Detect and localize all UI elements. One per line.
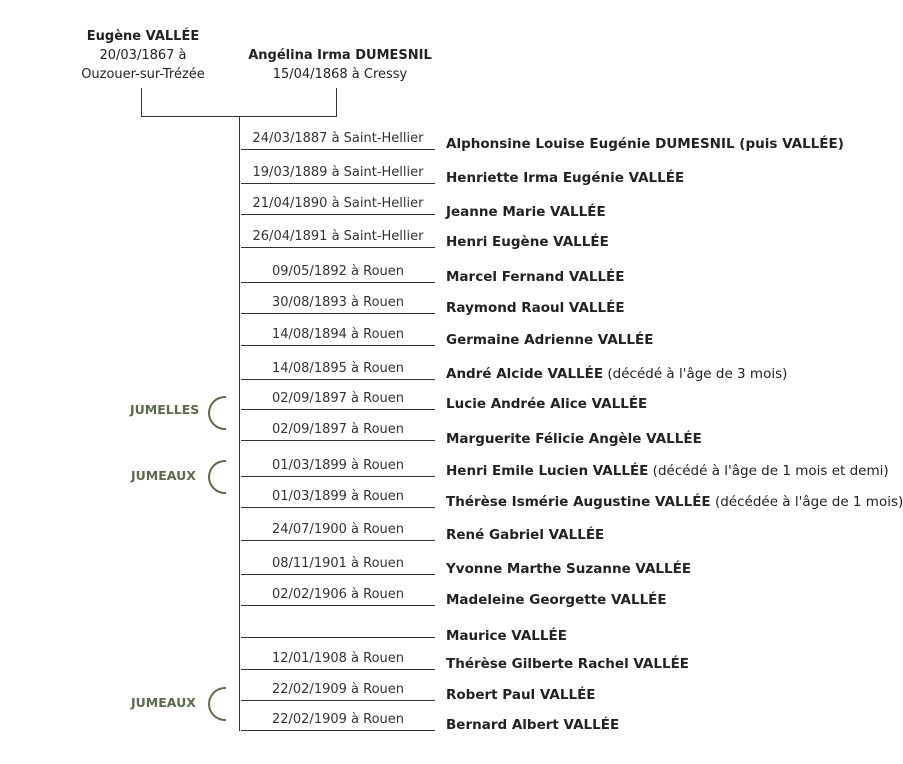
father-block — [60, 27, 226, 84]
mother-birth: 15/04/1868 à Cressy — [272, 67, 408, 82]
child-name — [446, 492, 903, 512]
child-row — [0, 130, 877, 150]
child-name-text: Henriette Irma Eugénie VALLÉE — [446, 170, 685, 186]
child-name — [446, 168, 684, 188]
twins-label-1: JUMELLES — [130, 402, 200, 417]
child-note: (décédé à l'âge de 3 mois) — [603, 366, 788, 382]
child-name-text: René Gabriel VALLÉE — [446, 527, 605, 543]
twins-label-3: JUMEAUX — [131, 695, 196, 710]
child-birth: 30/08/1893 à Rouen — [241, 294, 435, 314]
child-birth: 24/07/1900 à Rouen — [241, 521, 435, 541]
child-row — [0, 586, 877, 606]
child-name — [446, 626, 567, 646]
child-name — [446, 590, 667, 610]
child-name — [446, 715, 619, 735]
child-name — [446, 654, 689, 674]
child-row — [0, 457, 889, 479]
child-birth: 02/09/1897 à Rouen — [241, 390, 435, 410]
child-note: (décédé à l'âge de 1 mois et demi) — [648, 463, 889, 479]
child-birth: 19/03/1889 à Saint-Hellier — [241, 164, 435, 184]
child-birth: 02/09/1897 à Rouen — [241, 421, 435, 441]
child-name — [446, 232, 609, 252]
child-row — [0, 711, 877, 731]
child-name-text: Germaine Adrienne VALLÉE — [446, 332, 654, 348]
child-name-text: Henri Emile Lucien VALLÉE — [446, 463, 649, 479]
child-name-text: Marguerite Félicie Angèle VALLÉE — [446, 431, 702, 447]
twins-label-2: JUMEAUX — [131, 468, 196, 483]
child-name-text: Thérèse Ismérie Augustine VALLÉE — [446, 494, 711, 510]
child-birth: 01/03/1899 à Rouen — [241, 488, 435, 508]
child-row — [0, 263, 877, 283]
father-birth-place: Ouzouer-sur-Trézée — [81, 67, 205, 82]
child-name — [446, 202, 606, 222]
child-birth: 12/01/1908 à Rouen — [241, 650, 435, 670]
child-row — [0, 618, 877, 644]
child-name — [446, 559, 691, 579]
child-name-text: Jeanne Marie VALLÉE — [446, 204, 606, 220]
child-name — [446, 364, 787, 384]
child-name-text: Lucie Andrée Alice VALLÉE — [446, 396, 648, 412]
child-birth: 08/11/1901 à Rouen — [241, 555, 435, 575]
child-name-text: Henri Eugène VALLÉE — [446, 234, 609, 250]
child-row — [0, 390, 877, 410]
child-name — [446, 267, 625, 287]
child-name — [446, 685, 596, 705]
child-name-text: Thérèse Gilberte Rachel VALLÉE — [446, 656, 690, 672]
child-row — [0, 164, 877, 184]
child-row — [0, 326, 877, 346]
child-row — [0, 360, 877, 380]
child-birth: 02/02/1906 à Rouen — [241, 586, 435, 606]
parents-connector — [141, 88, 337, 117]
child-birth: 21/04/1890 à Saint-Hellier — [241, 195, 435, 215]
child-birth: 22/02/1909 à Rouen — [241, 711, 435, 731]
child-row — [0, 650, 877, 670]
child-row — [0, 228, 877, 248]
child-name-text: Yvonne Marthe Suzanne VALLÉE — [446, 561, 692, 577]
child-name-text: André Alcide VALLÉE — [446, 366, 604, 382]
child-birth: 24/03/1887 à Saint-Hellier — [241, 130, 435, 150]
child-name-text: Madeleine Georgette VALLÉE — [446, 592, 667, 608]
child-name — [446, 394, 647, 414]
child-name-text: Marcel Fernand VALLÉE — [446, 269, 625, 285]
child-birth: 14/08/1895 à Rouen — [241, 360, 435, 380]
child-name-text: Maurice VALLÉE — [446, 628, 567, 644]
child-name — [446, 461, 889, 481]
child-row — [0, 521, 877, 541]
child-birth: 22/02/1909 à Rouen — [241, 681, 435, 701]
child-row — [0, 488, 903, 510]
child-row — [0, 195, 877, 220]
child-row — [0, 681, 877, 701]
child-name — [446, 330, 653, 350]
child-birth: 14/08/1894 à Rouen — [241, 326, 435, 346]
child-birth: 09/05/1892 à Rouen — [241, 263, 435, 283]
child-name-text: Raymond Raoul VALLÉE — [446, 300, 625, 316]
child-name-text: Robert Paul VALLÉE — [446, 687, 596, 703]
child-name — [446, 525, 604, 545]
child-birth: 26/04/1891 à Saint-Hellier — [241, 228, 435, 248]
child-name — [446, 429, 702, 449]
child-name — [446, 134, 844, 154]
mother-name: Angélina Irma DUMESNIL — [248, 48, 432, 63]
child-name — [446, 298, 625, 318]
father-name: Eugène VALLÉE — [86, 29, 200, 44]
child-name-text: Bernard Albert VALLÉE — [446, 717, 620, 733]
child-row — [0, 555, 877, 575]
father-birth-date: 20/03/1867 à — [99, 48, 187, 63]
child-row — [0, 294, 877, 314]
mother-block — [238, 46, 442, 84]
child-birth: 01/03/1899 à Rouen — [241, 457, 435, 477]
child-name-text: Alphonsine Louise Eugénie DUMESNIL (puis VALLÉE) — [446, 136, 844, 152]
child-row — [0, 421, 877, 447]
child-birth — [241, 618, 435, 638]
child-note: (décédée à l'âge de 1 mois) — [710, 494, 903, 510]
